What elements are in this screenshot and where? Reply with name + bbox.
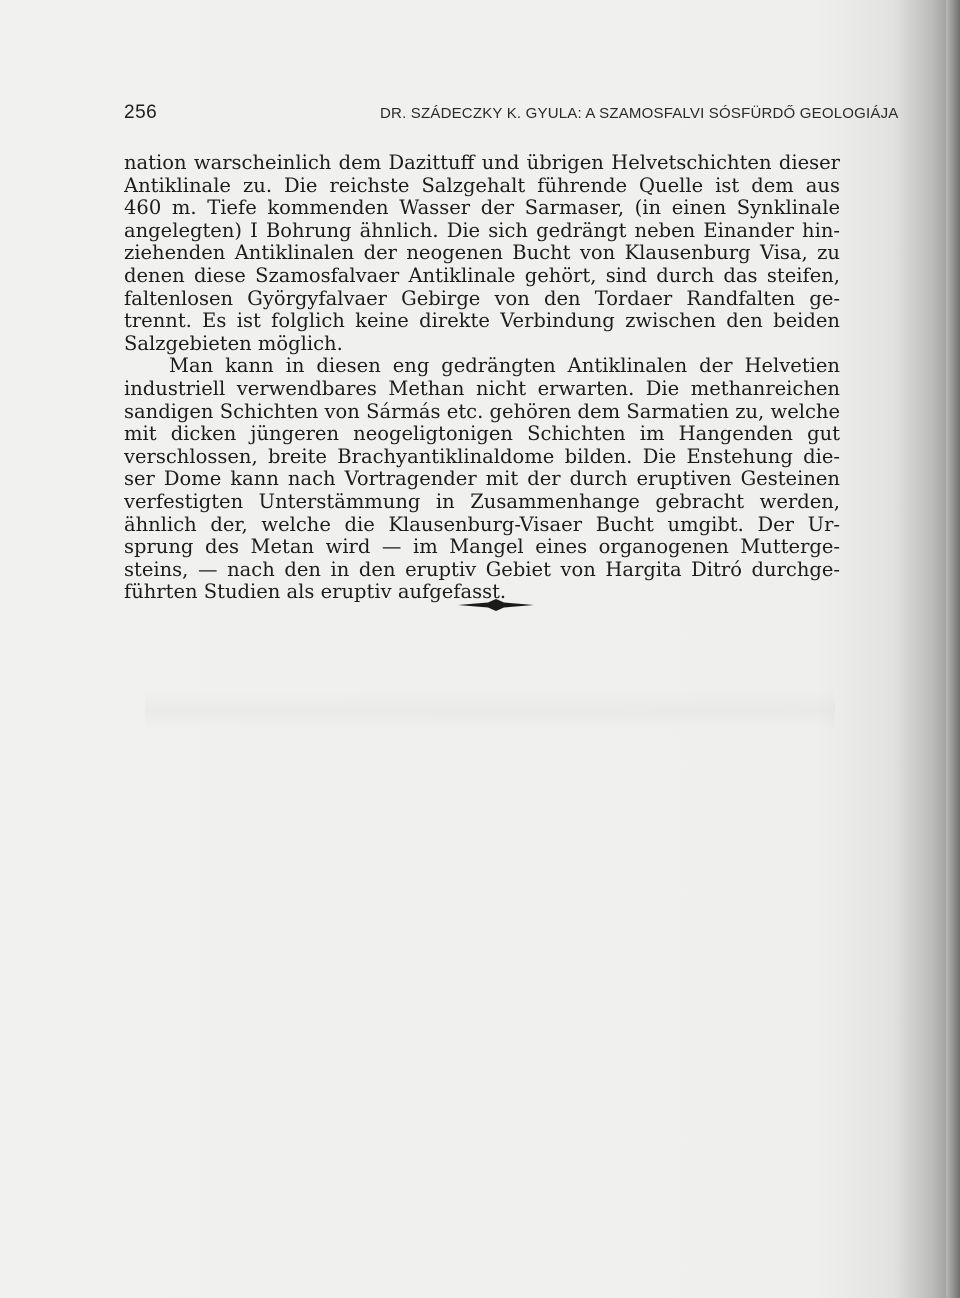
- text-line: Salzgebieten möglich.: [124, 332, 343, 355]
- text-line: ser Dome kann nach Vortragender mit der durch eruptiven Gesteinen: [124, 468, 840, 491]
- text-line: mit dicken jüngeren neogeligtonigen Schichten im Hangenden gut: [124, 423, 840, 446]
- text-line: denen diese Szamosfalvaer Antiklinale gehört, sind durch das steifen,: [124, 264, 840, 287]
- text-line: nation warscheinlich dem Dazittuff und übrigen Helvetschichten dieser: [124, 152, 840, 174]
- text-line: Antiklinale zu. Die reichste Salzgehalt führende Quelle ist dem aus: [124, 174, 840, 197]
- text-line: ziehenden Antiklinalen der neogenen Bucht von Klausenburg Visa, zu: [124, 242, 840, 265]
- text-line: industriell verwendbares Methan nicht erwarten. Die methanreichen: [124, 377, 840, 400]
- page-edge-shadow: [946, 0, 960, 1298]
- section-end-ornament-icon: [458, 598, 534, 612]
- text-line: sandigen Schichten von Sármás etc. gehören dem Sarmatien zu, welche: [124, 400, 840, 423]
- body-text: [124, 152, 840, 604]
- text-line: trennt. Es ist folglich keine direkte Verbindung zwischen den beiden: [124, 310, 840, 333]
- text-line: steins, — nach den in den eruptiv Gebiet von Hargita Ditró durchge-: [124, 558, 840, 581]
- text-line: führten Studien als eruptiv aufgefasst.: [124, 581, 507, 604]
- text-line: sprung des Metan wird — im Mangel eines organogenen Mutterge-: [124, 536, 840, 559]
- text-line: faltenlosen Györgyfalvaer Gebirge von den Tordaer Randfalten ge-: [124, 287, 840, 310]
- running-head: DR. SZÁDECZKY K. GYULA: A SZAMOSFALVI SÓSFÜRDŐ GEOLOGIÁJA: [380, 105, 899, 122]
- text-line: verfestigten Unterstämmung in Zusammenhange gebracht werden,: [124, 490, 840, 513]
- text-line: 460 m. Tiefe kommenden Wasser der Sarmaser, (in einen Synklinale: [124, 197, 840, 220]
- text-line: Man kann in diesen eng gedrängten Antiklinalen der Helvetien: [169, 355, 840, 378]
- text-line: angelegten) I Bohrung ähnlich. Die sich gedrängt neben Einander hin-: [124, 219, 840, 242]
- text-line: ähnlich der, welche die Klausenburg-Visaer Bucht umgibt. Der Ur-: [124, 513, 840, 536]
- text-line: verschlossen, breite Brachyantiklinaldome bilden. Die Enstehung die-: [124, 445, 840, 468]
- bleed-through-shadow: [145, 690, 835, 730]
- page-number: 256: [124, 102, 158, 123]
